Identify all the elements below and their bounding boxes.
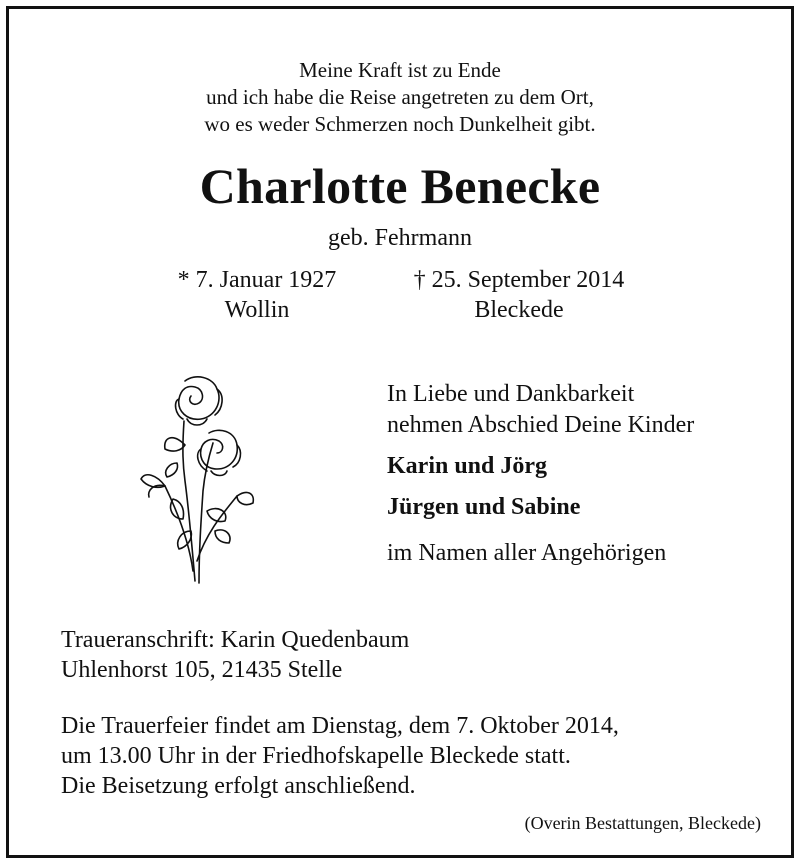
ceremony-line: Die Beisetzung erfolgt anschließend.	[61, 773, 416, 799]
ceremony-line: Die Trauerfeier findet am Dienstag, dem 7. Oktober 2014,	[61, 713, 619, 739]
death-info	[399, 265, 639, 325]
birth-date: * 7. Januar 1927	[177, 267, 337, 293]
poem	[9, 57, 791, 138]
poem-line: wo es weder Schmerzen noch Dunkelheit gibt.	[204, 112, 596, 136]
ceremony-info	[61, 711, 619, 801]
obituary-notice	[6, 6, 794, 858]
mourners	[387, 379, 694, 569]
mourning-address	[61, 625, 409, 685]
maiden-name: geb. Fehrmann	[328, 225, 472, 251]
ceremony-line: um 13.00 Uhr in der Friedhofskapelle Bleckede statt.	[61, 743, 571, 769]
birth-info	[157, 265, 357, 325]
mourners-intro: nehmen Abschied Deine Kinder	[387, 412, 695, 438]
address-line: Traueranschrift: Karin Quedenbaum	[61, 627, 410, 653]
poem-line: und ich habe die Reise angetreten zu dem Ort,	[206, 85, 594, 109]
address-line: Uhlenhorst 105, 21435 Stelle	[61, 657, 343, 683]
family-name: Karin und Jörg	[387, 453, 548, 479]
mourners-intro: In Liebe und Dankbarkeit	[387, 381, 635, 407]
death-date: † 25. September 2014	[413, 267, 625, 293]
poem-line: Meine Kraft ist zu Ende	[299, 58, 501, 82]
mourners-closing: im Namen aller Angehörigen	[387, 540, 667, 566]
birth-place: Wollin	[224, 297, 290, 323]
family-name: Jürgen und Sabine	[387, 494, 581, 520]
deceased-name: Charlotte Benecke	[199, 158, 601, 214]
death-place: Bleckede	[474, 297, 564, 323]
undertaker-credit: (Overin Bestattungen, Bleckede)	[524, 813, 761, 833]
rose-icon	[137, 371, 257, 589]
